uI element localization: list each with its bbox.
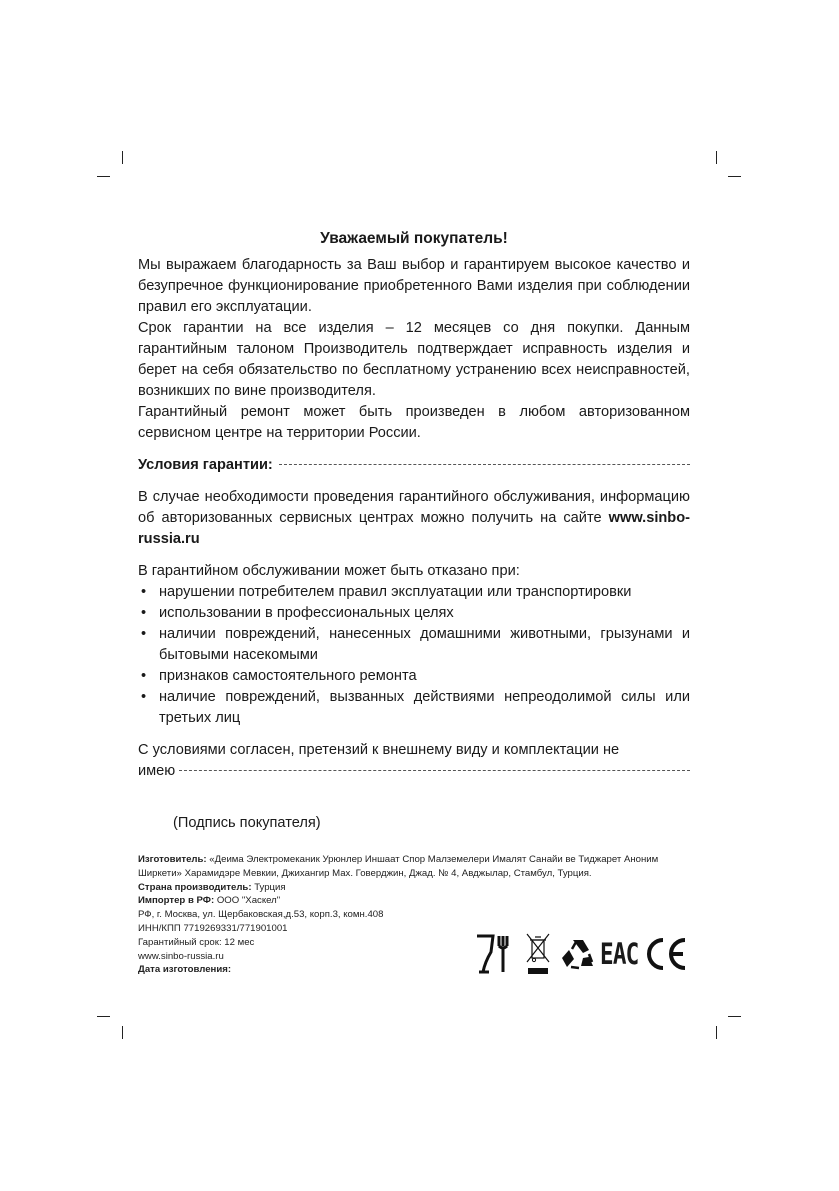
crop-mark: [122, 1026, 123, 1039]
country-line: [138, 881, 690, 895]
importer-line: [138, 894, 690, 908]
inn-line: ИНН/КПП 7719269331/771901001: [138, 922, 288, 934]
recycle-icon: [559, 936, 597, 972]
crop-mark: [728, 176, 741, 177]
country-label: Страна производитель:: [138, 881, 252, 893]
manufacturer-label: Изготовитель:: [138, 854, 207, 865]
list-item: • признаков самостоятельного ремонта: [138, 666, 690, 687]
crop-mark: [728, 1016, 741, 1017]
conditions-text: [138, 487, 690, 550]
crop-mark: [97, 1016, 110, 1017]
food-safe-icon: [475, 934, 513, 974]
list-item: • использовании в профессиональных целях: [138, 603, 690, 624]
importer-label: Импортер в РФ:: [138, 895, 215, 907]
eac-mark: EAC: [600, 937, 639, 971]
conditions-heading-row: [138, 455, 690, 476]
dashed-line: [179, 770, 690, 771]
conditions-heading: Условия гарантии:: [138, 457, 273, 473]
refusal-intro: В гарантийном обслуживании может быть отказано при:: [138, 563, 520, 579]
warranty-period: Гарантийный срок: 12 мес: [138, 936, 255, 948]
conditions-body: В случае необходимости проведения гарантийного обслуживания, информацию об авторизованных сервисных центрах можно получить на сайте: [138, 489, 690, 526]
date-label: Дата изготовления:: [138, 964, 232, 976]
ce-mark: [643, 936, 689, 972]
agreement-word: имею: [138, 763, 176, 779]
signature-line: [138, 761, 690, 782]
certification-marks: [475, 932, 689, 976]
manufacturer-line: [138, 853, 690, 881]
intro-paragraph: Мы выражаем благодарность за Ваш выбор и гарантируем высокое качество и безупречное функционирование приобретенного Вами изделия при соблюдении правил его эксплуатации.: [138, 257, 690, 315]
signature-caption: (Подпись покупателя): [173, 815, 321, 831]
dashed-line: [279, 464, 690, 465]
crop-mark: [716, 151, 717, 164]
manufacturer-value: «Деима Электромеканик Урюнлер Иншаат Спор Малземелери Ималят Санайи ве Тиджарет Аноним Ширкети» Харамидэре Мевкии, Джихангир Мах. Говерджин, Джад. № 4, Авджылар, Стамбул, Турция.: [138, 854, 659, 879]
crop-mark: [716, 1026, 717, 1039]
page-title: Уважаемый покупатель!: [320, 230, 508, 247]
refusal-list: [138, 582, 690, 729]
crop-mark: [122, 151, 123, 164]
country-value: Турция: [254, 881, 286, 893]
list-item: • нарушении потребителем правил эксплуатации или транспортировки: [138, 582, 690, 603]
crop-mark: [97, 176, 110, 177]
intro-paragraph: Гарантийный ремонт может быть произведен в любом авторизованном сервисном центре на территории России.: [138, 404, 690, 441]
warranty-card: [138, 228, 690, 834]
site-link[interactable]: www.sinbo-russia.ru: [138, 510, 690, 547]
crossed-bin-icon: [525, 932, 551, 976]
list-item: • наличие повреждений, вызванных действиями непреодолимой силы или третьих лиц: [138, 687, 690, 729]
agreement-text: С условиями согласен, претензий к внешнему виду и комплектации не: [138, 742, 620, 758]
list-item: • наличии повреждений, нанесенных домашними животными, грызунами и бытовыми насекомыми: [138, 624, 690, 666]
importer-address: РФ, г. Москва, ул. Щербаковская,д.53, корп.3, комн.408: [138, 909, 384, 921]
importer-value: ООО "Хаскел": [216, 895, 281, 907]
footer-site: www.sinbo-russia.ru: [138, 950, 224, 962]
intro-paragraph: Срок гарантии на все изделия – 12 месяцев со дня покупки. Данным гарантийным талоном Производитель подтверждает исправность изделия и берет на себя обязательство по бесплатному устранению всех неисправностей, возникших по вине производителя.: [138, 320, 690, 399]
